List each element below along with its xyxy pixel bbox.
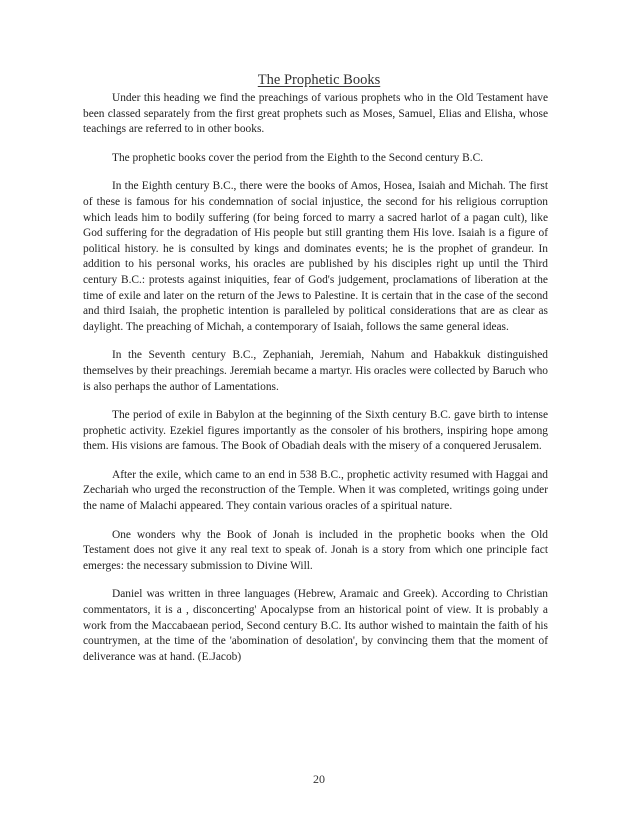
paragraph-period: The prophetic books cover the period from the Eighth to the Second century B.C. — [112, 151, 484, 164]
paragraph-intro: Under this heading we find the preachings of various prophets who in the Old Testament have been classed separately from the first great prophets such as Moses, Samuel, Elias and Elisha, whose teachings are referred to in other books. — [83, 92, 548, 136]
page-number: 20 — [313, 772, 325, 786]
paragraph-seventh-century: In the Seventh century B.C., Zephaniah, Jeremiah, Nahum and Habakkuk distinguished themselves by their preachings. Jeremiah became a martyr. His oracles were collected by Baruch who is also perhaps the author of Lamentations. — [83, 349, 548, 393]
paragraph-eighth-century: In the Eighth century B.C., there were the books of Amos, Hosea, Isaiah and Michah. The first of these is famous for his condemnation of social injustice, the second for his religious corruption which leads him to bodily suffering (for being forced to marry a sacred harlot of a pagan cult), like God suffering for the degradation of His people but still granting them His love. Isaiah is a figure of political history. he is consulted by kings and dominates events; he is the prophet of grandeur. In addition to his personal works, his oracles are published by his disciples right up until the Third century B.C.: protests against iniquities, fear of God's judgement, proclamations of liberation at the time of exile and later on the return of the Jews to Palestine. It is certain that in the case of the second and third Isaiah, the prophetic intention is paralleled by political considerations that are as clear as daylight. The preaching of Michah, a contemporary of Isaiah, follows the same general ideas. — [83, 180, 548, 333]
page-title: The Prophetic Books — [257, 72, 381, 88]
paragraph-jonah: One wonders why the Book of Jonah is included in the prophetic books when the Old Testament does not give it any real text to speak of. Jonah is a story from which one principle fact emerges: the necessary submission to Divine Will. — [83, 528, 548, 572]
paragraph-daniel: Daniel was written in three languages (Hebrew, Aramaic and Greek). According to Christian commentators, it is a , disconcerting' Apocalypse from an historical point of view. It is probably a work from the Maccabaean period, Second century B.C. Its author wished to maintain the faith of his countrymen, at the time of the 'abomination of desolation', by convincing them that the moment of deliverance was at hand. (E.Jacob) — [83, 588, 548, 663]
paragraph-exile: The period of exile in Babylon at the beginning of the Sixth century B.C. gave birth to intense prophetic activity. Ezekiel figures importantly as the consoler of his brothers, inspiring hope among them. His visions are famous. The Book of Obadiah deals with the misery of a conquered Jerusalem. — [83, 409, 548, 453]
body-text — [83, 91, 548, 678]
paragraph-after-exile: After the exile, which came to an end in 538 B.C., prophetic activity resumed with Haggai and Zechariah who urged the reconstruction of the Temple. When it was completed, writings going under the name of Malachi appeared. They contain various oracles of a spiritual nature. — [83, 468, 548, 513]
